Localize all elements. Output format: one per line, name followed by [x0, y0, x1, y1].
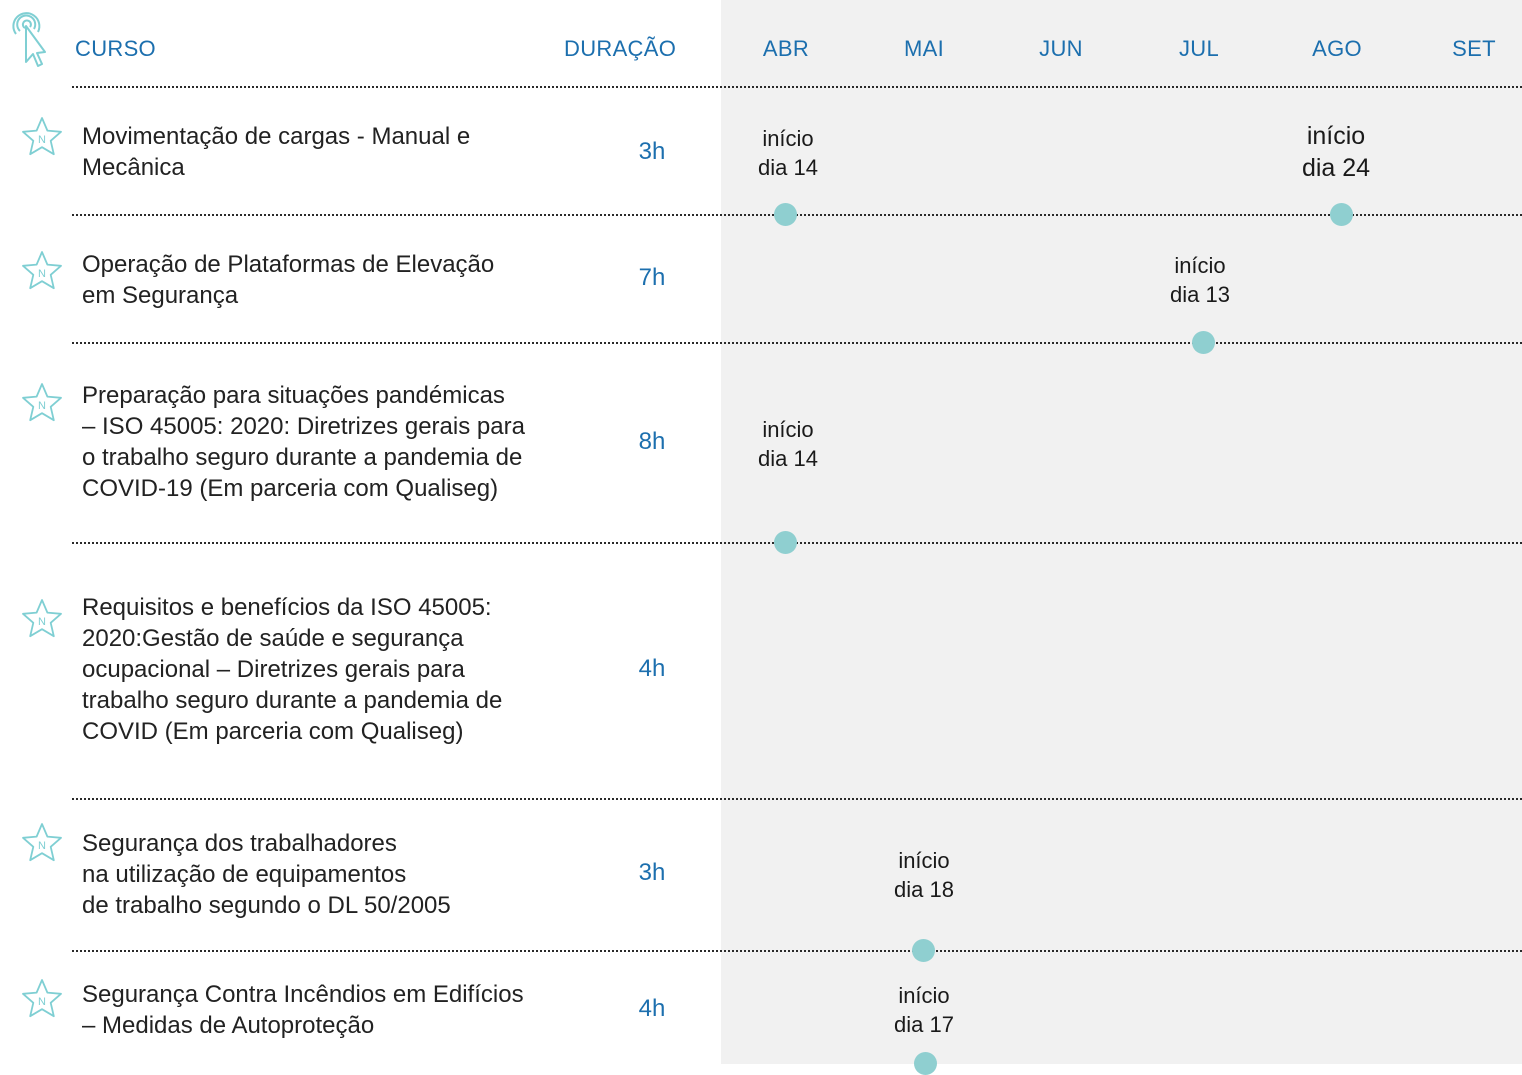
row-separator	[72, 950, 1522, 952]
start-label: início dia 14	[758, 126, 818, 180]
course-duration: 3h	[638, 138, 666, 165]
start-label: início dia 13	[1170, 253, 1230, 307]
course-duration: 4h	[638, 655, 666, 682]
star-n-icon	[18, 114, 66, 162]
course-duration: 3h	[638, 859, 666, 886]
start-label: início dia 14	[758, 417, 818, 471]
start-dot	[912, 939, 935, 962]
star-n-icon	[18, 248, 66, 296]
star-n-icon	[18, 380, 66, 428]
course-duration: 4h	[638, 995, 666, 1022]
start-label: início dia 17	[894, 983, 954, 1037]
svg-text:N: N	[38, 996, 46, 1008]
header-curso: CURSO	[75, 36, 156, 61]
start-dot	[774, 531, 797, 554]
svg-text:N: N	[38, 134, 46, 146]
svg-text:N: N	[38, 840, 46, 852]
header-month-mai: MAI	[903, 36, 944, 61]
cursor-click-icon	[12, 10, 46, 70]
course-duration: 7h	[638, 264, 666, 291]
row-separator	[72, 214, 1522, 216]
row-separator	[72, 798, 1522, 800]
header-month-jul: JUL	[1178, 36, 1220, 61]
course-title: Segurança dos trabalhadores na utilização de equipamentos de trabalho segundo o DL 50/2005	[82, 830, 451, 919]
svg-text:N: N	[38, 400, 46, 412]
header-duracao: DURAÇÃO	[564, 36, 677, 61]
row-separator	[72, 542, 1522, 544]
header-month-set: SET	[1452, 36, 1496, 61]
course-title: Operação de Plataformas de Elevação em Segurança	[82, 251, 495, 309]
course-title: Segurança Contra Incêndios em Edifícios – Medidas de Autoproteção	[82, 981, 524, 1039]
svg-text:N: N	[38, 268, 46, 280]
star-n-icon	[18, 820, 66, 868]
header-month-abr: ABR	[762, 36, 810, 61]
row-separator	[72, 86, 1522, 88]
header-month-jun: JUN	[1039, 36, 1083, 61]
start-dot	[1330, 203, 1353, 226]
start-dot	[1192, 331, 1215, 354]
course-title: Movimentação de cargas - Manual e Mecânica	[82, 123, 471, 181]
start-dot	[774, 203, 797, 226]
star-n-icon	[18, 596, 66, 644]
start-label: início dia 18	[894, 848, 954, 902]
svg-text:N: N	[38, 616, 46, 628]
row-separator	[72, 342, 1522, 344]
star-n-icon	[18, 976, 66, 1024]
course-title: Requisitos e benefícios da ISO 45005: 2020:Gestão de saúde e segurança ocupacional – Diretrizes gerais para trabalho seguro durante a pandemia de COVID (Em parceria com Qualiseg)	[82, 594, 503, 745]
start-label: início dia 24	[1301, 122, 1371, 182]
course-title: Preparação para situações pandémicas – ISO 45005: 2020: Diretrizes gerais para o trabalho seguro durante a pandemia de COVID-19 (Em parceria com Qualiseg)	[82, 382, 525, 502]
course-duration: 8h	[638, 428, 666, 455]
header-month-ago: AGO	[1312, 36, 1362, 61]
